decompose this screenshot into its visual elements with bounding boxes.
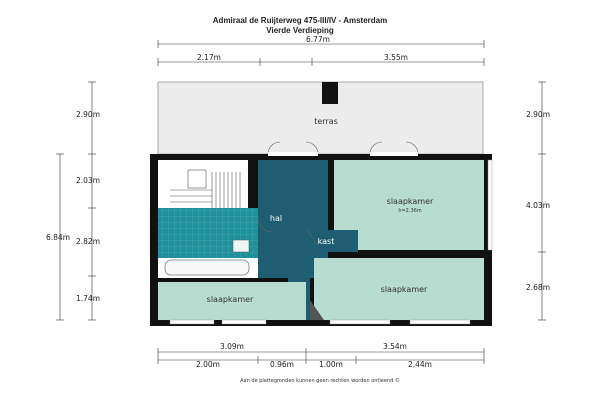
stairwell (158, 160, 248, 208)
dim-left-terras: 2.90m (76, 110, 101, 119)
dim-top-left: 2.17m (196, 53, 222, 62)
plan-subtitle: Vierde Verdieping (266, 26, 334, 35)
chimney (322, 82, 338, 104)
room-label-terras: terras (314, 117, 338, 126)
room-label-slaapkamer-2: slaapkamer (206, 295, 254, 304)
plan-title: Admiraal de Ruijterweg 475-III/IV - Amsterdam (212, 16, 388, 25)
washbasin (233, 240, 249, 252)
dim-bottom-c: 1.00m (318, 360, 344, 369)
dim-right-b: 2.68m (526, 283, 551, 292)
room-label-slaapkamer-3: slaapkamer (380, 285, 428, 294)
dim-bottom-b: 0.96m (269, 360, 295, 369)
dim-left-total: 6.84m (46, 233, 71, 242)
bathtub (165, 260, 249, 275)
room-label-hal: hal (269, 214, 283, 223)
dim-left-c: 1.74m (76, 294, 101, 303)
dim-left-b: 2.82m (76, 237, 101, 246)
room-height-label: h=2.36m (398, 208, 422, 214)
dim-left-a: 2.03m (76, 176, 101, 185)
dim-top-right: 3.55m (383, 53, 409, 62)
dim-top-total: 6.77m (305, 35, 331, 44)
dim-right-terras: 2.90m (526, 110, 551, 119)
dim-bottom-right: 3.54m (382, 342, 408, 351)
dim-bottom-left: 3.09m (219, 342, 245, 351)
dim-right-a: 4.03m (526, 201, 551, 210)
room-label-slaapkamer-1: slaapkamer (386, 197, 434, 206)
dim-bottom-a: 2.00m (195, 360, 221, 369)
room-label-kast: kast (317, 237, 335, 246)
disclaimer: Aan de plattegronden kunnen geen rechten worden ontleend © (240, 378, 400, 384)
dim-bottom-d: 2.44m (407, 360, 433, 369)
